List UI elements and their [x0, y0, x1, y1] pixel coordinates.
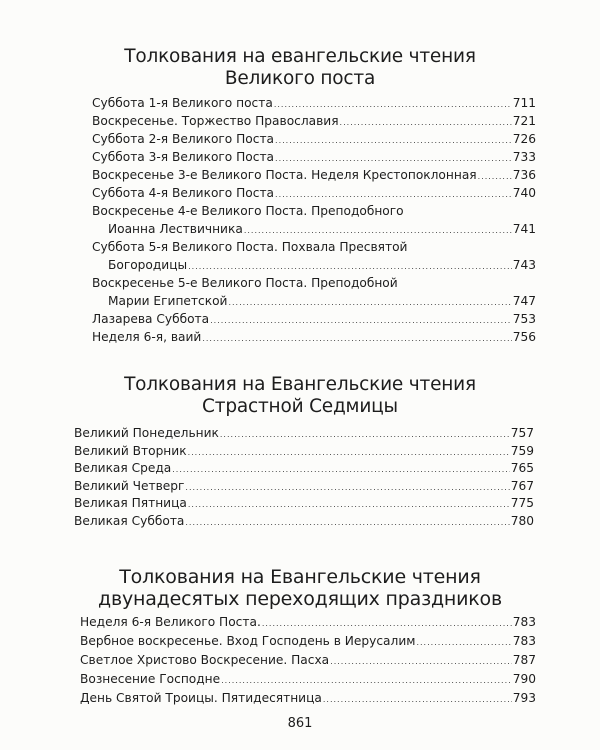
entry-title: Воскресенье 4-е Великого Поста. Преподобного — [92, 204, 404, 218]
dot-leader — [221, 671, 512, 690]
entry-title: Суббота 4-я Великого Поста — [92, 186, 275, 200]
entry-title: День Святой Троицы. Пятидесятница — [80, 691, 322, 705]
entry-page-number: 775 — [510, 496, 534, 511]
entry-page-number: 756 — [512, 330, 536, 344]
entry-title: Лазарева Суббота — [92, 312, 210, 326]
entry-title: Неделя 6-я, ваий — [92, 330, 202, 344]
dot-leader — [330, 652, 512, 671]
toc-list — [92, 94, 536, 346]
entry-page-number: 736 — [512, 168, 536, 182]
toc-entry — [80, 670, 536, 689]
entry-title: Великий Понедельник — [74, 426, 219, 440]
entry-page-number: 783 — [512, 615, 536, 629]
entry-page-number: 787 — [512, 653, 536, 667]
entry-title: Воскресенье 5-е Великого Поста. Преподобной — [92, 276, 398, 290]
toc-entry — [92, 310, 536, 328]
dot-leader — [340, 114, 512, 132]
toc-list — [80, 613, 536, 708]
dot-leader — [172, 461, 509, 479]
entry-page-number: 743 — [512, 258, 536, 272]
entry-page-number: 757 — [510, 426, 534, 440]
entry-page-number: 733 — [512, 150, 536, 164]
dot-leader — [478, 168, 512, 186]
entry-page-number: 740 — [512, 186, 536, 200]
toc-entry — [92, 220, 536, 238]
dot-leader — [262, 614, 512, 633]
entry-page-number: 765 — [510, 461, 534, 476]
entry-title: Великий Четверг — [74, 478, 185, 493]
toc-list — [74, 424, 534, 530]
dot-leader — [275, 132, 512, 150]
entry-page-number: 780 — [510, 513, 534, 528]
entry-page-number: 790 — [512, 672, 536, 686]
dot-leader — [202, 330, 511, 348]
toc-entry — [92, 112, 536, 130]
toc-entry — [80, 632, 536, 651]
toc-entry — [92, 256, 536, 274]
toc-entry — [80, 689, 536, 708]
entry-title: Великая Пятница — [74, 496, 187, 511]
dot-leader — [185, 514, 509, 532]
section-title-line: Великого поста — [224, 68, 376, 89]
entry-title: Воскресенье. Торжество Православия — [92, 114, 339, 128]
entry-page-number: 759 — [510, 443, 534, 458]
entry-title: Иоанна Лествичника — [108, 222, 243, 236]
toc-entry-first-line — [92, 202, 536, 220]
entry-title: Великий Вторник — [74, 443, 187, 458]
dot-leader — [228, 294, 511, 312]
entry-title: Суббота 3-я Великого Поста — [92, 150, 275, 164]
entry-title: Суббота 5-я Великого Поста. Похвала Пресвятой — [92, 240, 408, 254]
dot-leader — [185, 479, 509, 497]
entry-title: Великая Суббота — [74, 513, 185, 528]
toc-entry — [74, 477, 534, 495]
entry-title: Светлое Христово Воскресение. Пасха — [80, 653, 330, 667]
dot-leader — [188, 496, 510, 514]
entry-page-number: 767 — [510, 478, 534, 493]
toc-entry — [74, 512, 534, 530]
dot-leader — [220, 426, 510, 444]
toc-entry — [74, 424, 534, 442]
toc-entry — [92, 148, 536, 166]
dot-leader — [416, 633, 511, 652]
section-title — [0, 566, 600, 610]
entry-page-number: 726 — [512, 132, 536, 146]
section-title-line: Толкования на евангельские чтения — [124, 46, 476, 67]
entry-page-number: 753 — [512, 312, 536, 326]
toc-entry — [92, 166, 536, 184]
entry-title: Суббота 1-я Великого поста — [92, 96, 273, 110]
entry-title: Неделя 6-я Великого Поста. — [80, 615, 261, 629]
entry-page-number: 747 — [512, 294, 536, 308]
entry-title: Суббота 2-я Великого Поста — [92, 132, 275, 146]
entry-page-number: 721 — [512, 114, 536, 128]
section-title-line: Страстной Седмицы — [202, 396, 398, 417]
toc-entry-first-line — [92, 238, 536, 256]
dot-leader — [188, 444, 510, 462]
toc-entry — [92, 292, 536, 310]
toc-entry — [92, 94, 536, 112]
toc-entry — [80, 613, 536, 632]
entry-title: Вербное воскресенье. Вход Господень в Иерусалим — [80, 634, 416, 648]
entry-title: Великая Среда — [74, 461, 172, 476]
entry-page-number: 741 — [512, 222, 536, 236]
section-title-line: Толкования на Евангельские чтения — [124, 374, 476, 395]
toc-entry — [92, 328, 536, 346]
entry-page-number: 711 — [512, 96, 536, 110]
entry-title: Вознесение Господне — [80, 672, 221, 686]
entry-title: Марии Египетской — [108, 294, 228, 308]
dot-leader — [323, 690, 512, 709]
entry-title: Богородицы — [108, 258, 188, 272]
page-number: 861 — [287, 716, 313, 731]
dot-leader — [210, 312, 512, 330]
toc-entry-first-line — [92, 274, 536, 292]
section-title-line: Толкования на Евангельские чтения — [119, 566, 481, 588]
toc-entry — [74, 442, 534, 460]
section-title — [0, 374, 600, 418]
toc-entry — [74, 494, 534, 512]
toc-entry — [92, 184, 536, 202]
entry-page-number: 793 — [512, 691, 536, 705]
entry-title: Воскресенье 3-е Великого Поста. Неделя Крестопоклонная — [92, 168, 477, 182]
toc-entry — [80, 651, 536, 670]
section-title-line: двунадесятых переходящих праздников — [98, 588, 502, 610]
toc-entry — [74, 459, 534, 477]
entry-page-number: 783 — [512, 634, 536, 648]
toc-entry — [92, 130, 536, 148]
section-title — [0, 46, 600, 90]
